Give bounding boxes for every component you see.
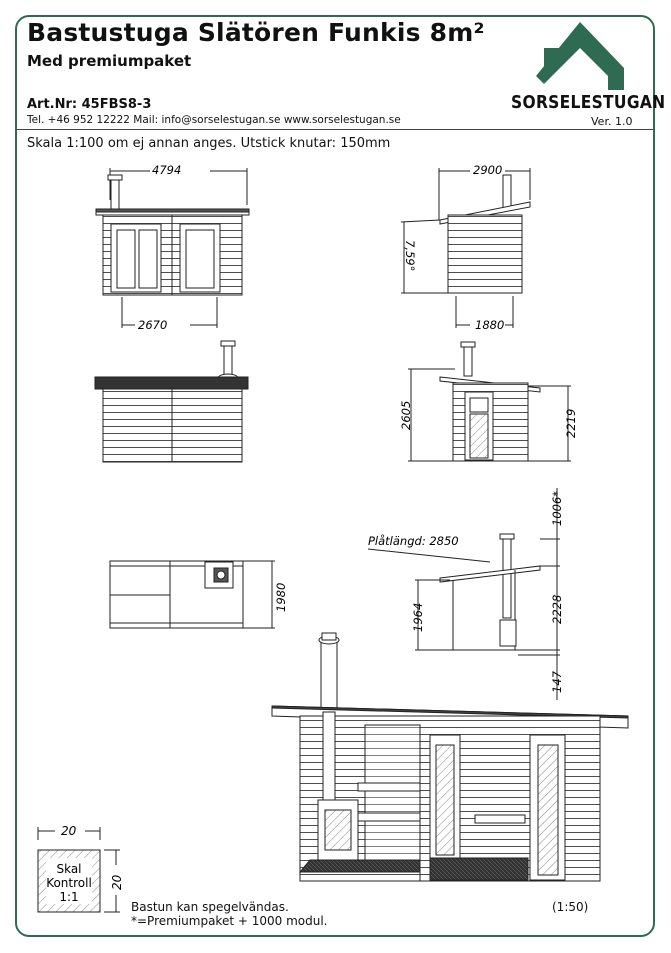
footer-note-mirror: Bastun kan spegelvändas. bbox=[131, 900, 289, 914]
scale-control-width: 20 bbox=[61, 824, 77, 838]
scale-control-height: 20 bbox=[110, 874, 124, 890]
scale-control-label-2: Kontroll bbox=[46, 876, 92, 890]
chimney-extra-label: 1006* bbox=[550, 490, 564, 526]
rear-elevation bbox=[95, 341, 248, 462]
sheet-length-label: Plåtlängd: 2850 bbox=[368, 534, 459, 548]
brand-name: SORSELESTUGAN bbox=[511, 91, 666, 113]
scale-control-label-1: Skal bbox=[56, 862, 82, 876]
height-right-label: 2219 bbox=[564, 408, 578, 438]
section-base-label: 147 bbox=[550, 671, 564, 693]
contact-info: Tel. +46 952 12222 Mail: info@sorselestugan.se www.sorselestugan.se bbox=[27, 114, 401, 126]
front-width-label: 4794 bbox=[152, 163, 182, 177]
footer-note-premium: *=Premiumpaket + 1000 modul. bbox=[131, 914, 328, 928]
perspective-scale: (1:50) bbox=[552, 900, 589, 914]
plan-depth-label: 1980 bbox=[274, 582, 288, 612]
section-h2-label: 2228 bbox=[550, 594, 564, 624]
scale-control-label-3: 1:1 bbox=[59, 890, 79, 904]
side-base-label: 1880 bbox=[475, 318, 505, 332]
perspective-view bbox=[272, 633, 628, 881]
side-elevation bbox=[401, 168, 530, 328]
section-h1-label: 1964 bbox=[411, 602, 425, 632]
height-left-label: 2605 bbox=[399, 400, 413, 430]
scale-note: Skala 1:100 om ej annan anges. Utstick knutar: 150mm bbox=[27, 136, 391, 151]
section-view bbox=[368, 488, 560, 700]
page-subtitle: Med premiumpaket bbox=[27, 52, 192, 70]
front-elevation bbox=[96, 168, 249, 328]
side-width-label: 2900 bbox=[473, 163, 503, 177]
front-base-label: 2670 bbox=[138, 318, 168, 332]
door-side-elevation bbox=[408, 342, 571, 461]
article-number: Art.Nr: 45FBS8-3 bbox=[27, 97, 152, 112]
page-title: Bastustuga Slätören Funkis 8m² bbox=[27, 18, 485, 47]
floor-plan bbox=[110, 561, 275, 628]
roof-angle-label: 7,59° bbox=[403, 240, 417, 272]
version-label: Ver. 1.0 bbox=[591, 115, 633, 128]
